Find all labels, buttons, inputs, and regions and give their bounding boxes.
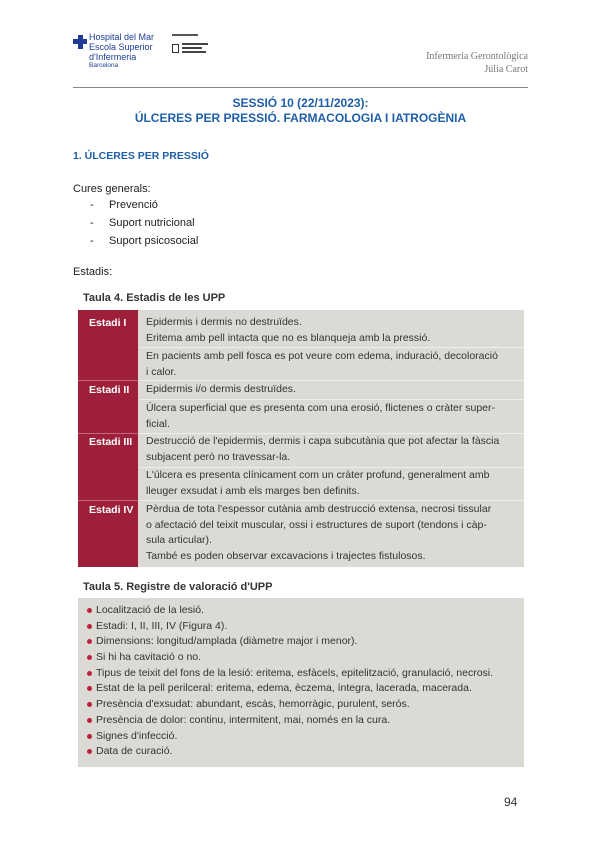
logo-line-4: Barcelona bbox=[89, 62, 119, 69]
list-item: Presència d'exsudat: abundant, escàs, hemorràgic, purulent, serós. bbox=[87, 697, 493, 713]
stage-label: Estadi IV bbox=[89, 504, 134, 516]
row-divider bbox=[78, 500, 138, 501]
author-name: Júlia Carot bbox=[484, 64, 528, 75]
logo-line-3: d'Infermeria bbox=[89, 52, 137, 62]
stage-label: Estadi III bbox=[89, 436, 133, 448]
table-cell: Úlcera superficial que es presenta com una erosió, flictenes o cràter super- ficial. bbox=[146, 402, 496, 430]
list-item: Localització de la lesió. bbox=[87, 603, 493, 619]
row-divider bbox=[140, 399, 524, 400]
list-item: - Suport nutricional bbox=[90, 217, 195, 229]
row-divider bbox=[140, 380, 524, 381]
bullet-icon bbox=[87, 734, 92, 739]
table-cell: L'úlcera es presenta clínicament com un cràter profund, generalment amb lleuger exsudat i amb els marges ben definits. bbox=[146, 469, 490, 497]
page-number: 94 bbox=[504, 795, 518, 809]
university-logo bbox=[172, 32, 214, 60]
assessment-list bbox=[87, 603, 493, 760]
list-item: Tipus de teixit del fons de la lesió: eritema, esfàcels, epitelització, granulació, necrosi. bbox=[87, 666, 493, 682]
list-item: Si hi ha cavitació o no. bbox=[87, 650, 493, 666]
cross-icon bbox=[73, 35, 87, 49]
list-item: Estadi: I, II, III, IV (Figura 4). bbox=[87, 619, 493, 635]
logo-line-2: Escola Superior bbox=[89, 42, 153, 52]
table-cell: Destrucció de l'epidermis, dermis i capa subcutània que pot afectar la fàscia subjacent però no travessar-la. bbox=[146, 435, 500, 463]
estadis-label: Estadis: bbox=[73, 266, 113, 278]
course-name: Infermeria Gerontològica bbox=[426, 51, 528, 62]
section-heading: 1. ÚLCERES PER PRESSIÓ bbox=[73, 150, 209, 162]
list-item: Signes d'infecció. bbox=[87, 729, 493, 745]
bullet-icon bbox=[87, 702, 92, 707]
table-cell: Pèrdua de tota l'espessor cutània amb destrucció extensa, necrosi tissular o afectació del teixit muscular, ossi i estructures de suport (tendons i càp- sula articular). També es poden observar excavacions i trajectes fistulosos. bbox=[146, 503, 492, 562]
row-divider bbox=[140, 347, 524, 348]
bullet-icon bbox=[87, 624, 92, 629]
table-cell: Epidermis i dermis no destruïdes. Eritema amb pell intacta que no es blanqueja amb la pressió. bbox=[146, 316, 431, 344]
bullet-icon bbox=[87, 671, 92, 676]
list-item: Estat de la pell perilceral: eritema, edema, èczema, íntegra, lacerada, macerada. bbox=[87, 681, 493, 697]
list-item: Presència de dolor: continu, intermitent, mai, només en la cura. bbox=[87, 713, 493, 729]
row-divider bbox=[140, 500, 524, 501]
table4-caption: Taula 4. Estadis de les UPP bbox=[83, 292, 226, 304]
list-item: Data de curació. bbox=[87, 744, 493, 760]
row-divider bbox=[78, 380, 138, 381]
list-item: Dimensions: longitud/amplada (diàmetre major i menor). bbox=[87, 634, 493, 650]
stages-table bbox=[78, 310, 524, 567]
list-item: - Prevenció bbox=[90, 199, 158, 211]
bullet-icon bbox=[87, 718, 92, 723]
table-cell: Epidermis i/o dermis destruïdes. bbox=[146, 383, 296, 395]
session-title: SESSIÓ 10 (22/11/2023): bbox=[232, 96, 369, 110]
bullet-icon bbox=[87, 655, 92, 660]
page-header bbox=[73, 32, 528, 84]
bullet-icon bbox=[87, 639, 92, 644]
stage-label: Estadi I bbox=[89, 317, 127, 329]
table5-caption: Taula 5. Registre de valoració d'UPP bbox=[83, 581, 273, 593]
assessment-table bbox=[78, 598, 524, 767]
bullet-icon bbox=[87, 686, 92, 691]
bullet-icon bbox=[87, 608, 92, 613]
session-subtitle: ÚLCERES PER PRESSIÓ. FARMACOLOGIA I IATROGÈNIA bbox=[134, 111, 467, 125]
stage-label: Estadi II bbox=[89, 384, 130, 396]
cures-list bbox=[90, 199, 198, 253]
list-item: - Suport psicosocial bbox=[90, 235, 199, 247]
table-cell: En pacients amb pell fosca es pot veure com edema, induració, decoloració i calor. bbox=[146, 350, 498, 378]
header-divider bbox=[73, 87, 528, 88]
logo-line-1: Hospital del Mar bbox=[89, 32, 155, 42]
bullet-icon bbox=[87, 749, 92, 754]
row-divider bbox=[78, 433, 138, 434]
cures-label: Cures generals: bbox=[73, 183, 151, 195]
